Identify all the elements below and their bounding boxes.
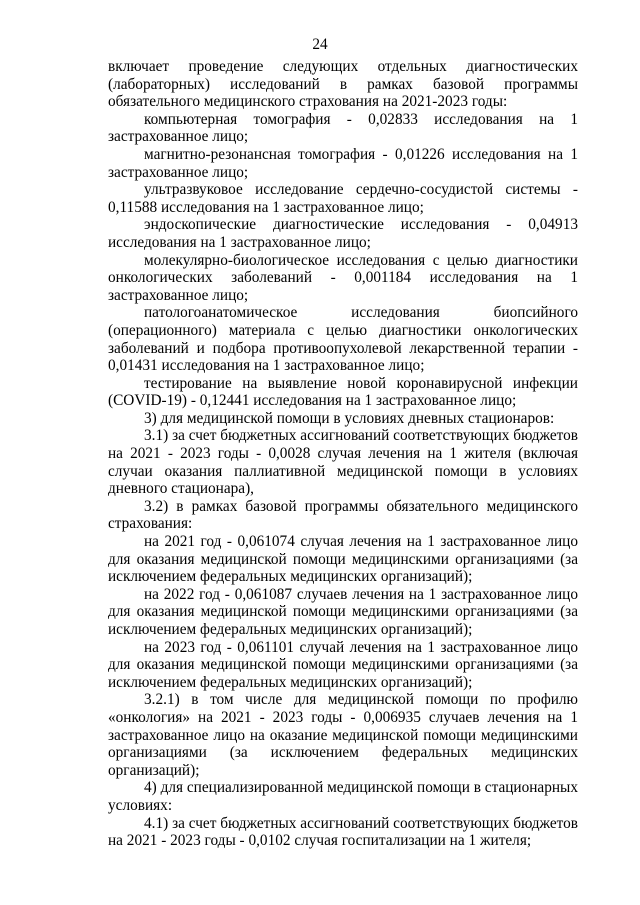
paragraph-3-2-1: 3.2.1) в том числе для медицинской помощи по профилю «онкология» на 2021 - 2023 годы - 0,006935 случаев лечения на 1 застрахованное лицо на оказание медицинской помощи медицинскими организациями (за исключением федеральных медицинских организаций); xyxy=(108,691,578,779)
paragraph-ct: компьютерная томография - 0,02833 исследования на 1 застрахованное лицо; xyxy=(108,110,578,146)
paragraph-molecular: молекулярно-биологическое исследования с целью диагностики онкологических заболеваний - 0,001184 исследования на 1 застрахованное лицо; xyxy=(108,251,578,304)
document-body xyxy=(108,58,578,850)
paragraph-mri: магнитно-резонансная томография - 0,01226 исследования на 1 застрахованное лицо; xyxy=(108,145,578,181)
intro-paragraph: включает проведение следующих отдельных диагностических (лабораторных) исследований в рамках базовой программы обязательного медицинского страхования на 2021-2023 годы: xyxy=(108,58,578,111)
paragraph-2023: на 2023 год - 0,061101 случай лечения на 1 застрахованное лицо для оказания медицинской помощи медицинскими организациями (за исключением федеральных медицинских организаций); xyxy=(108,638,578,691)
paragraph-3-2: 3.2) в рамках базовой программы обязательного медицинского страхования: xyxy=(108,497,578,533)
paragraph-covid: тестирование на выявление новой коронавирусной инфекции (COVID-19) - 0,12441 исследования на 1 застрахованное лицо; xyxy=(108,374,578,410)
page-number: 24 xyxy=(312,36,328,53)
paragraph-ultrasound: ультразвуковое исследование сердечно-сосудистой системы - 0,11588 исследования на 1 застрахованное лицо; xyxy=(108,181,578,216)
paragraph-2022: на 2022 год - 0,061087 случаев лечения на 1 застрахованное лицо для оказания медицинской помощи медицинскими организациями (за исключением федеральных медицинских организаций); xyxy=(108,585,578,638)
paragraph-3-1: 3.1) за счет бюджетных ассигнований соответствующих бюджетов на 2021 - 2023 годы - 0,0028 случая лечения на 1 жителя (включая случаи оказания паллиативной медицинской помощи в условиях дневного стационара), xyxy=(108,427,578,498)
paragraph-section-3: 3) для медицинской помощи в условиях дневных стационаров: xyxy=(144,409,555,427)
paragraph-pathology: патологоанатомическое исследования биопсийного (операционного) материала с целью диагностики онкологических заболеваний и подбора противоопухолевой лекарственной терапии - 0,01431 исследования на 1 застрахованное лицо; xyxy=(108,304,578,375)
paragraph-section-4: 4) для специализированной медицинской помощи в стационарных условиях: xyxy=(108,779,578,814)
paragraph-2021: на 2021 год - 0,061074 случая лечения на 1 застрахованное лицо для оказания медицинской помощи медицинскими организациями (за исключением федеральных медицинских организаций); xyxy=(108,533,578,586)
paragraph-endoscopy: эндоскопические диагностические исследования - 0,04913 исследования на 1 застрахованное лицо; xyxy=(108,216,578,251)
paragraph-4-1: 4.1) за счет бюджетных ассигнований соответствующих бюджетов на 2021 - 2023 годы - 0,0102 случая госпитализации на 1 жителя; xyxy=(108,814,578,850)
